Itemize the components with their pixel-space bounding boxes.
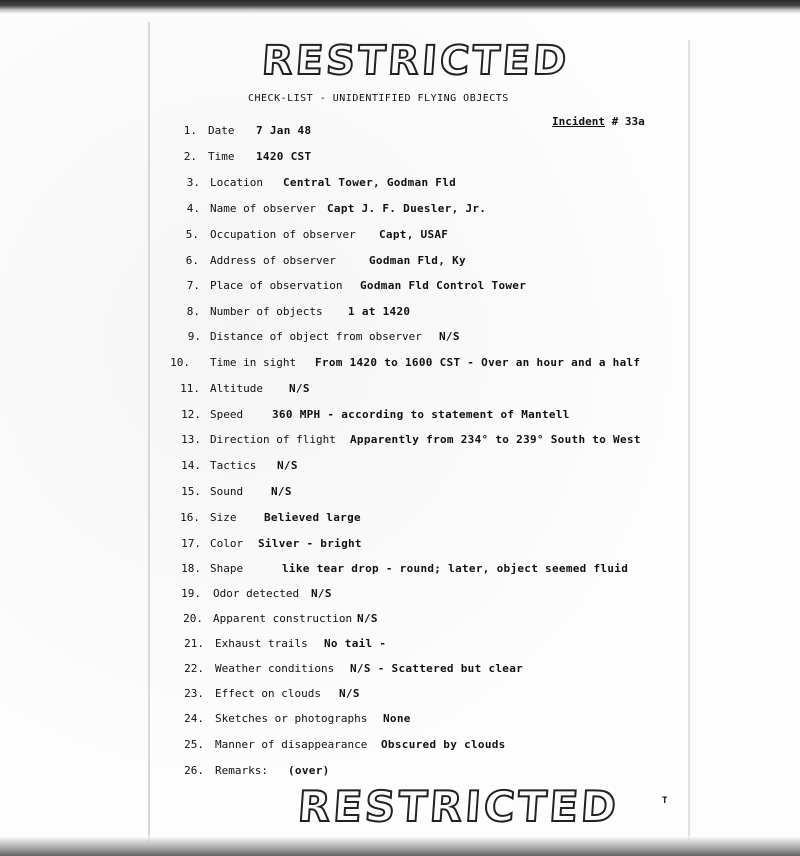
- item-value: Godman Fld, Ky: [369, 254, 466, 267]
- item-value: like tear drop - round; later, object seemed fluid: [282, 562, 629, 575]
- item-value: Capt J. F. Duesler, Jr.: [327, 202, 487, 215]
- item-label: Altitude: [210, 382, 263, 395]
- item-number: 17.: [181, 537, 201, 550]
- item-label: Location: [210, 176, 263, 189]
- item-value: Silver - bright: [258, 537, 362, 550]
- item-label: Size: [210, 511, 237, 524]
- item-label: Occupation of observer: [210, 228, 356, 241]
- item-number: 19.: [181, 587, 201, 600]
- item-label: Sound: [210, 485, 244, 498]
- item-label: Time: [208, 150, 235, 163]
- item-value: N/S: [339, 687, 360, 700]
- item-value: N/S - Scattered but clear: [350, 662, 524, 675]
- item-number: 25.: [184, 738, 204, 751]
- item-number: 4.: [186, 202, 200, 215]
- item-number: 12.: [181, 408, 201, 421]
- item-value: N/S: [271, 485, 292, 498]
- item-value: Believed large: [264, 511, 361, 524]
- item-number: 24.: [184, 712, 204, 725]
- item-number: 9.: [187, 330, 201, 343]
- item-number: 8.: [186, 305, 200, 318]
- corner-mark: T: [662, 796, 668, 806]
- item-value: N/S: [289, 382, 310, 395]
- margin-rule-right: [688, 40, 690, 840]
- item-number: 18.: [181, 562, 201, 575]
- item-value: Apparently from 234° to 239° South to West: [350, 433, 641, 446]
- item-label: Exhaust trails: [215, 637, 308, 650]
- incident-value: # 33a: [611, 115, 645, 128]
- item-value: From 1420 to 1600 CST - Over an hour and a half: [315, 356, 641, 369]
- item-label: Odor detected: [213, 587, 300, 600]
- item-number: 16.: [180, 511, 200, 524]
- item-label: Shape: [210, 562, 244, 575]
- item-label: Apparent construction: [213, 612, 353, 625]
- item-label: Direction of flight: [210, 433, 336, 446]
- item-label: Speed: [210, 408, 244, 421]
- item-number: 15.: [181, 485, 201, 498]
- item-label: Color: [210, 537, 244, 550]
- item-label: Manner of disappearance: [215, 738, 368, 751]
- item-label: Place of observation: [210, 279, 343, 292]
- item-value: Capt, USAF: [379, 228, 449, 241]
- item-number: 26.: [184, 764, 204, 777]
- item-value: N/S: [357, 612, 378, 625]
- item-value: (over): [288, 764, 330, 777]
- item-number: 21.: [184, 637, 204, 650]
- item-number: 13.: [181, 433, 201, 446]
- item-number: 2.: [183, 150, 197, 163]
- item-label: Date: [208, 124, 235, 137]
- item-label: Sketches or photographs: [215, 712, 368, 725]
- item-number: 23.: [184, 687, 204, 700]
- item-label: Weather conditions: [215, 662, 335, 675]
- item-label: Time in sight: [210, 356, 297, 369]
- item-number: 10.: [170, 356, 190, 369]
- item-value: None: [383, 712, 411, 725]
- item-number: 7.: [186, 279, 200, 292]
- item-label: Name of observer: [210, 202, 316, 215]
- document-title: CHECK-LIST - UNIDENTIFIED FLYING OBJECTS: [248, 93, 509, 104]
- incident-label: Incident: [552, 115, 605, 128]
- item-number: 5.: [185, 228, 199, 241]
- item-number: 14.: [181, 459, 201, 472]
- item-label: Address of observer: [210, 254, 336, 267]
- item-value: 7 Jan 48: [256, 124, 312, 137]
- item-value: 1420 CST: [256, 150, 312, 163]
- restricted-stamp-bottom: RESTRICTED: [296, 782, 621, 831]
- item-value: 360 MPH - according to statement of Mantell: [272, 408, 570, 421]
- item-label: Number of objects: [210, 305, 323, 318]
- restricted-stamp-top: RESTRICTED: [260, 38, 571, 84]
- item-value: 1 at 1420: [348, 305, 411, 318]
- item-number: 22.: [184, 662, 204, 675]
- item-value: Obscured by clouds: [381, 738, 506, 751]
- item-number: 3.: [186, 176, 200, 189]
- item-value: Central Tower, Godman Fld: [283, 176, 457, 189]
- scan-top-edge: [0, 0, 800, 14]
- item-label: Distance of object from observer: [210, 330, 422, 343]
- item-number: 20.: [183, 612, 203, 625]
- item-value: N/S: [277, 459, 298, 472]
- item-label: Tactics: [210, 459, 257, 472]
- item-label: Effect on clouds: [215, 687, 321, 700]
- item-number: 11.: [180, 382, 200, 395]
- item-number: 1.: [183, 124, 197, 137]
- item-number: 6.: [185, 254, 199, 267]
- item-value: Godman Fld Control Tower: [360, 279, 527, 292]
- item-value: N/S: [439, 330, 460, 343]
- incident-number: [552, 115, 645, 128]
- scan-bottom-edge: [0, 836, 800, 856]
- item-label: Remarks:: [215, 764, 268, 777]
- item-value: No tail -: [324, 637, 387, 650]
- item-value: N/S: [311, 587, 332, 600]
